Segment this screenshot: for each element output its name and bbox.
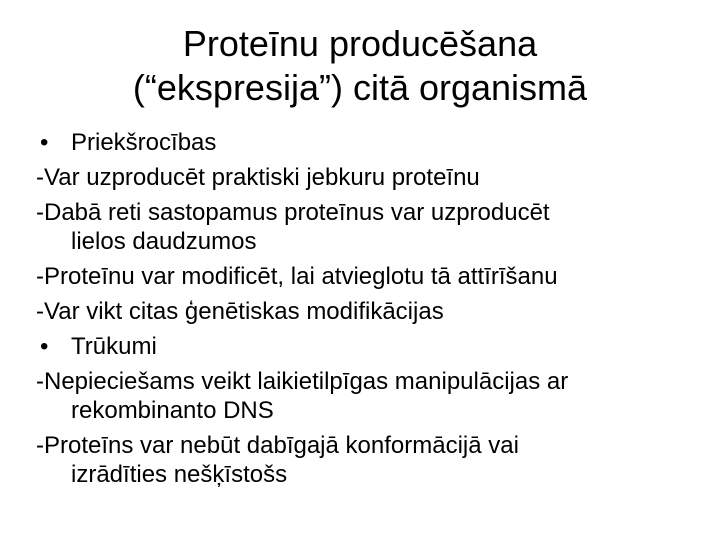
bullet-marker: •: [40, 129, 49, 156]
list-item-text-continuation: lielos daudzumos: [71, 228, 257, 255]
list-item: [36, 163, 706, 192]
list-item: [36, 262, 706, 291]
list-item-text: -Dabā reti sastopamus proteīnus var uzproducēt: [36, 199, 550, 226]
slide-body-list: [36, 128, 706, 495]
list-item: [36, 297, 706, 326]
bullet-item-disadvantages: [36, 332, 706, 361]
bullet-text: Priekšrocības: [71, 129, 217, 156]
list-item-text-continuation: rekombinanto DNS: [71, 397, 274, 424]
list-item-text: -Proteīns var nebūt dabīgajā konformācijā vai: [36, 432, 519, 459]
list-item-text-continuation: izrādīties nešķīstošs: [71, 461, 288, 488]
list-item-text: -Var uzproducēt praktiski jebkuru proteīnu: [36, 164, 480, 191]
bullet-marker: •: [40, 333, 49, 360]
list-item-text: -Nepieciešams veikt laikietilpīgas manipulācijas ar: [36, 368, 569, 395]
slide-title-line: Proteīnu producēšana: [182, 23, 538, 64]
slide-title-line: (“ekspresija”) citā organismā: [132, 67, 588, 108]
list-item: [36, 367, 706, 425]
list-item-text: -Var vikt citas ģenētiskas modifikācijas: [36, 298, 444, 325]
slide-title: [0, 22, 720, 110]
bullet-item-advantages: [36, 128, 706, 157]
bullet-text: Trūkumi: [71, 333, 157, 360]
list-item: [36, 198, 706, 256]
list-item-text: -Proteīnu var modificēt, lai atvieglotu tā attīrīšanu: [36, 263, 558, 290]
list-item: [36, 431, 706, 489]
